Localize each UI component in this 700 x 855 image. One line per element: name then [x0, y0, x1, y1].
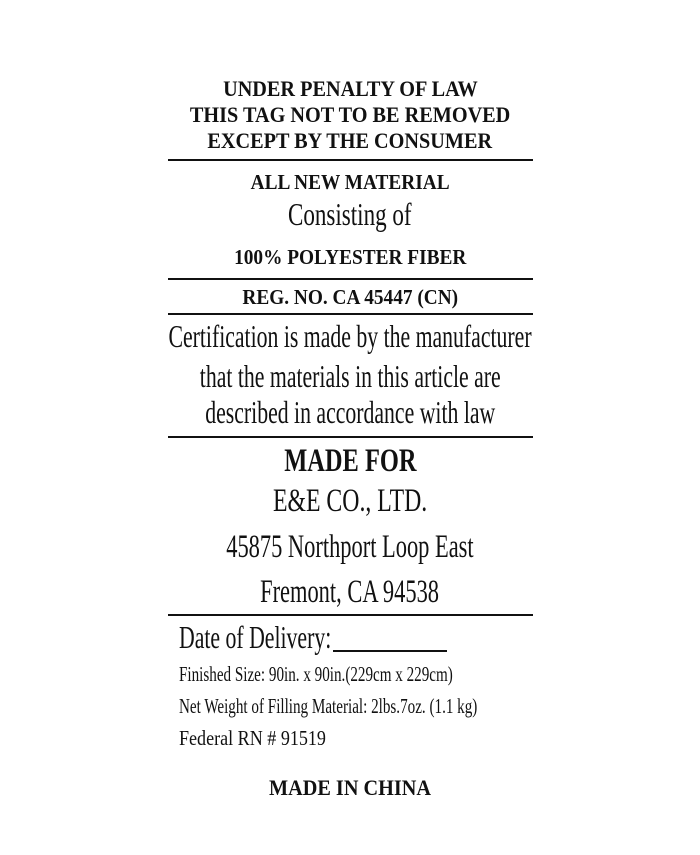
- divider: [168, 313, 533, 315]
- divider: [168, 436, 533, 438]
- certification-line-3: described in accordance with law: [205, 394, 495, 430]
- delivery-date-blank-line: [333, 650, 447, 652]
- address-line-2: Fremont, CA 94538: [260, 574, 440, 610]
- certification-line-1: Certification is made by the manufacturer: [168, 318, 532, 354]
- header-line-1: UNDER PENALTY OF LAW: [222, 76, 478, 101]
- header-line-2: THIS TAG NOT TO BE REMOVED: [189, 102, 511, 127]
- delivery-date-row: Date of Delivery:: [179, 619, 332, 655]
- company-name: E&E CO., LTD.: [272, 483, 428, 519]
- address-line-1: 45875 Northport Loop East: [226, 529, 474, 565]
- divider: [168, 614, 533, 616]
- finished-size: Finished Size: 90in. x 90in.(229cm x 229cm): [179, 662, 453, 686]
- material-line-1: ALL NEW MATERIAL: [250, 170, 450, 194]
- country-of-origin: MADE IN CHINA: [269, 775, 431, 800]
- federal-rn: Federal RN # 91519: [179, 726, 326, 750]
- divider: [168, 278, 533, 280]
- registration-number: REG. NO. CA 45447 (CN): [242, 285, 458, 309]
- header-line-3: EXCEPT BY THE CONSUMER: [207, 128, 493, 153]
- material-line-3: 100% POLYESTER FIBER: [233, 245, 467, 269]
- net-weight: Net Weight of Filling Material: 2lbs.7oz. (1.1 kg): [179, 694, 478, 718]
- divider: [168, 159, 533, 161]
- made-for-heading: MADE FOR: [283, 443, 417, 479]
- material-line-2: Consisting of: [288, 196, 412, 232]
- certification-line-2: that the materials in this article are: [199, 358, 501, 394]
